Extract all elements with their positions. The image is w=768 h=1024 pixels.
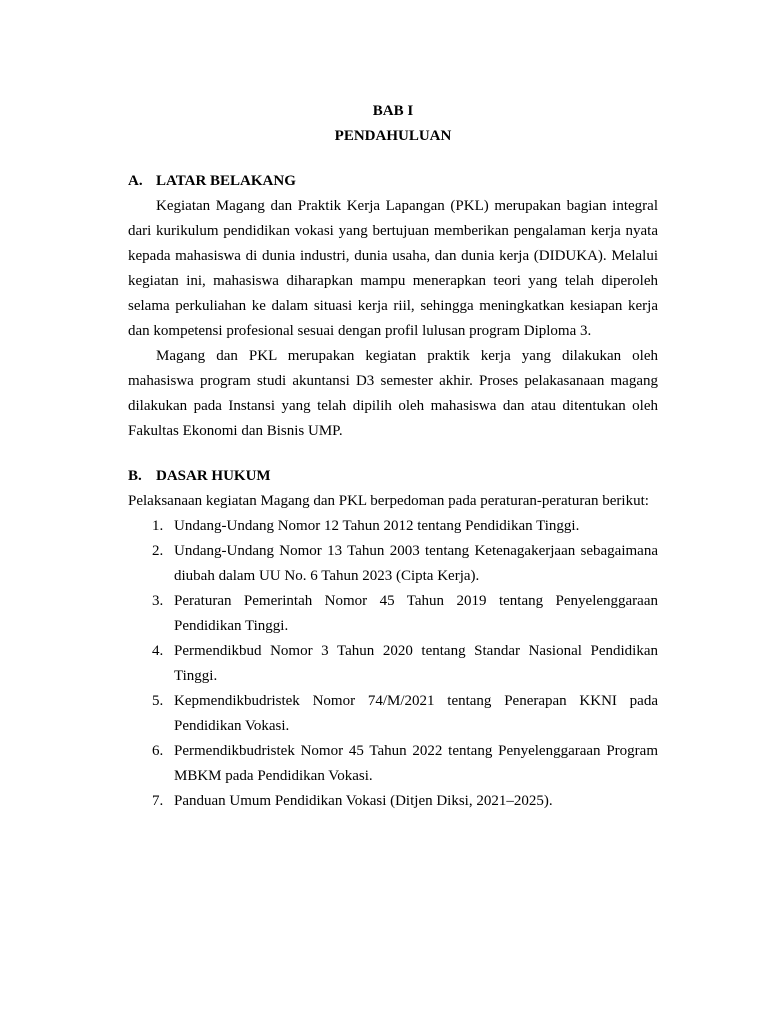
list-item-text: Permendikbudristek Nomor 45 Tahun 2022 tentang Penyelenggaraan Program MBKM pada Pendidikan Vokasi. xyxy=(174,743,658,784)
spacer xyxy=(128,149,658,169)
list-item-number: 7. xyxy=(152,793,164,809)
list-item xyxy=(128,514,658,539)
list-item-number: 2. xyxy=(152,543,164,559)
list-item-text: Permendikbud Nomor 3 Tahun 2020 tentang Standar Nasional Pendidikan Tinggi. xyxy=(174,643,658,684)
chapter-number: BAB I xyxy=(372,103,414,119)
list-item-text: Panduan Umum Pendidikan Vokasi (Ditjen Diksi, 2021–2025). xyxy=(174,793,553,809)
section-b-heading xyxy=(128,464,658,489)
list-item-number: 4. xyxy=(152,643,164,659)
list-item xyxy=(128,589,658,639)
list-item-text: Undang-Undang Nomor 12 Tahun 2012 tentang Pendidikan Tinggi. xyxy=(174,518,580,534)
list-item xyxy=(128,739,658,789)
list-item-number: 5. xyxy=(152,693,164,709)
section-a-letter: A. xyxy=(128,173,143,189)
list-item-number: 6. xyxy=(152,743,164,759)
spacer xyxy=(128,444,658,464)
paragraph: Magang dan PKL merupakan kegiatan praktik kerja yang dilakukan oleh mahasiswa program studi akuntansi D3 semester akhir. Proses pelakasanaan magang dilakukan pada Instansi yang telah dipilih oleh mahasiswa dan atau ditentukan oleh Fakultas Ekonomi dan Bisnis UMP. xyxy=(128,348,658,439)
list-item-number: 3. xyxy=(152,593,164,609)
paragraph: Kegiatan Magang dan Praktik Kerja Lapangan (PKL) merupakan bagian integral dari kurikulum pendidikan vokasi yang bertujuan memberikan pengalaman kerja nyata kepada mahasiswa di dunia industri, dunia usaha, dan dunia kerja (DIDUKA). Melalui kegiatan ini, mahasiswa diharapkan mampu menerapkan teori yang telah diperoleh selama perkuliahan ke dalam situasi kerja riil, sehingga meningkatkan kesiapan kerja dan kompetensi profesional sesuai dengan profil lulusan program Diploma 3. xyxy=(128,198,658,339)
list-item xyxy=(128,689,658,739)
section-b-intro: Pelaksanaan kegiatan Magang dan PKL berpedoman pada peraturan-peraturan berikut: xyxy=(128,493,649,509)
legal-basis-list xyxy=(128,514,658,814)
list-item-number: 1. xyxy=(152,518,164,534)
document-body xyxy=(128,99,658,814)
section-a-title: LATAR BELAKANG xyxy=(156,173,296,189)
list-item xyxy=(128,789,658,814)
section-b-title: DASAR HUKUM xyxy=(156,468,271,484)
list-item-text: Undang-Undang Nomor 13 Tahun 2003 tentang Ketenagakerjaan sebagaimana diubah dalam UU No. 6 Tahun 2023 (Cipta Kerja). xyxy=(174,543,658,584)
section-a-heading xyxy=(128,169,658,194)
list-item xyxy=(128,539,658,589)
list-item xyxy=(128,639,658,689)
chapter-title: PENDAHULUAN xyxy=(334,128,452,144)
section-b-letter: B. xyxy=(128,468,142,484)
list-item-text: Peraturan Pemerintah Nomor 45 Tahun 2019 tentang Penyelenggaraan Pendidikan Tinggi. xyxy=(174,593,658,634)
list-item-text: Kepmendikbudristek Nomor 74/M/2021 tentang Penerapan KKNI pada Pendidikan Vokasi. xyxy=(174,693,658,734)
